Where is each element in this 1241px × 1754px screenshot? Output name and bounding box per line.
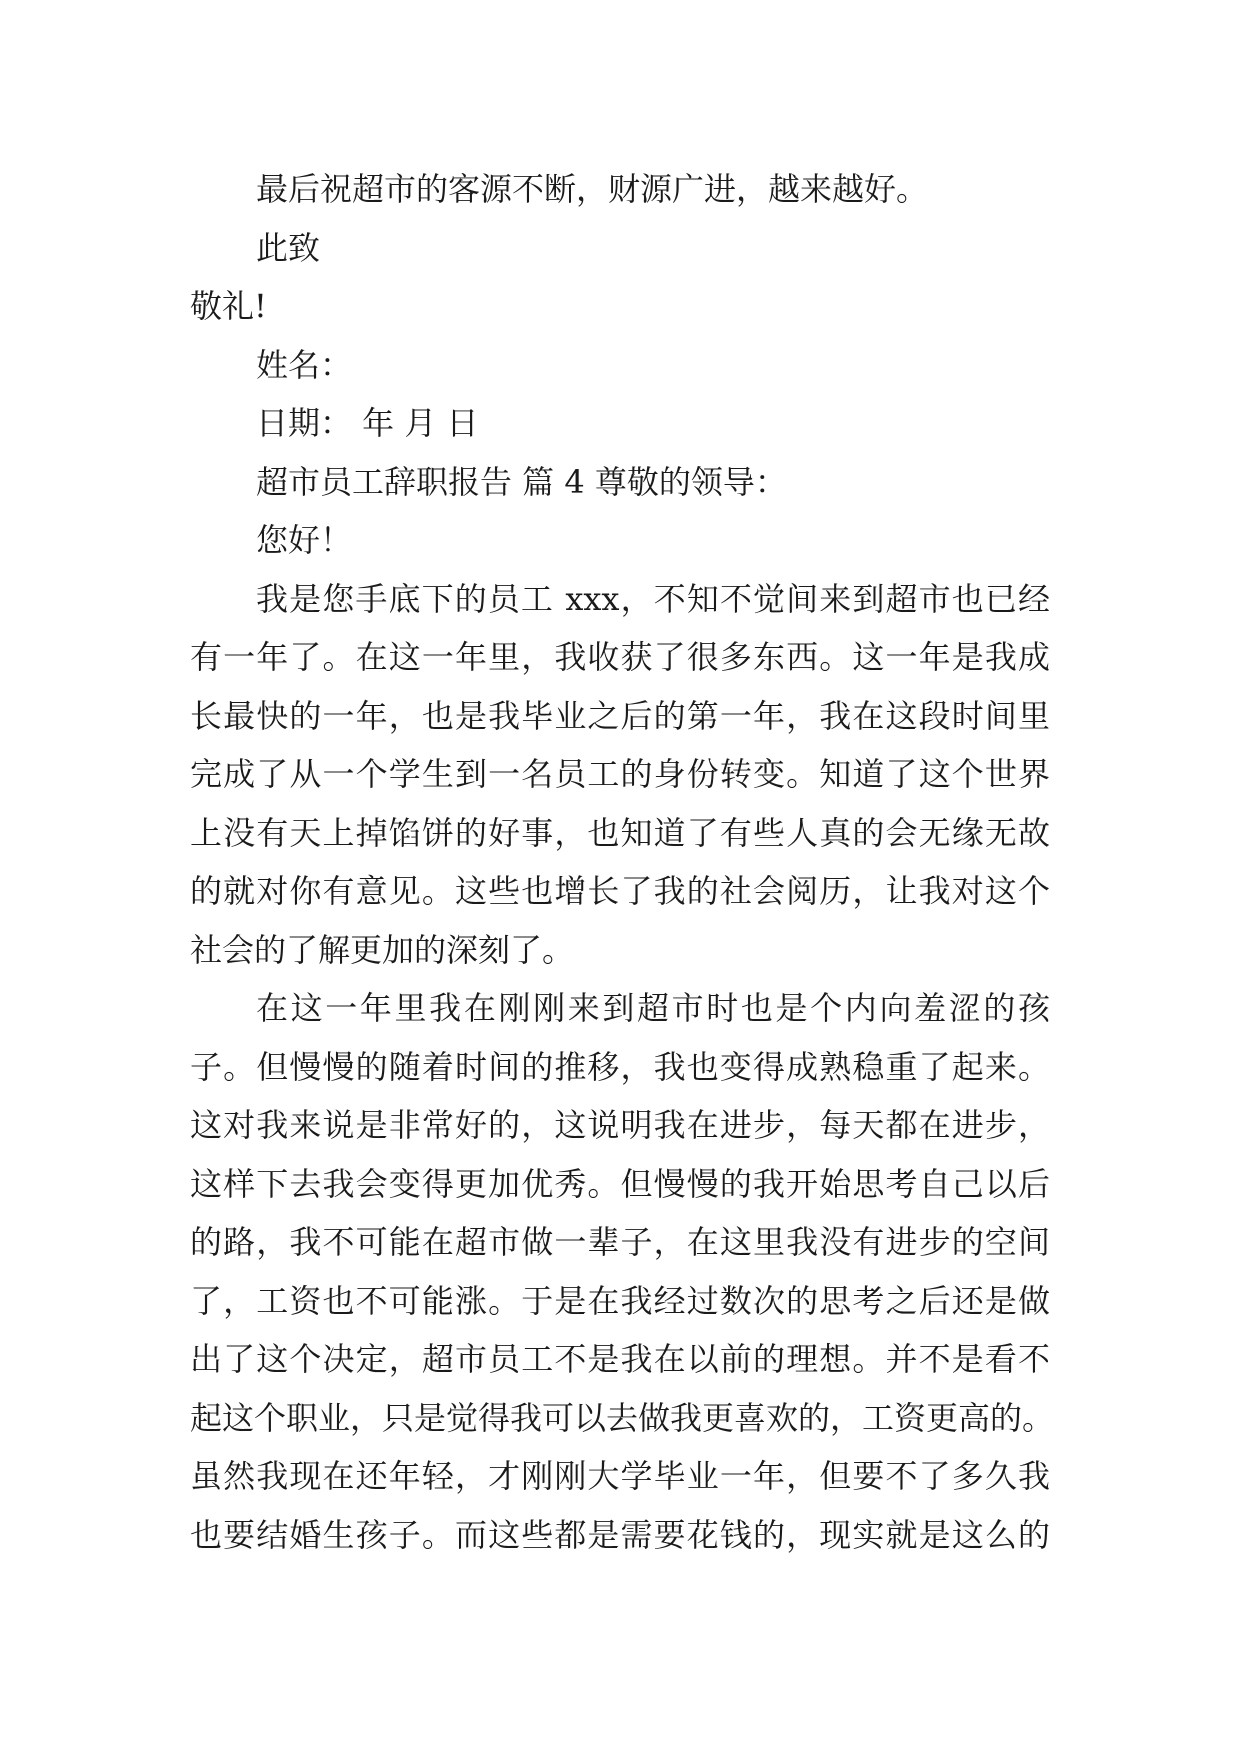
paragraph-line: 完成了从一个学生到一名员工的身份转变。知道了这个世界 (190, 755, 1050, 793)
paragraph-line: 也要结婚生孩子。而这些都是需要花钱的，现实就是这么的 (190, 1515, 1050, 1554)
letter-body (190, 160, 1055, 1564)
paragraph-line: 我是您手底下的员工 xxx，不知不觉间来到超市也已经 (256, 579, 1050, 618)
signature-date-line: 日期： 年 月 日 (256, 404, 479, 442)
paragraph-line: 社会的了解更加的深刻了。 (190, 930, 575, 969)
paragraph-line: 虽然我现在还年轻，才刚刚大学毕业一年，但要不了多久我 (190, 1457, 1050, 1495)
paragraph-line: 了，工资也不可能涨。于是在我经过数次的思考之后还是做 (190, 1281, 1050, 1320)
paragraph-line: 长最快的一年，也是我毕业之后的第一年，我在这段时间里 (190, 696, 1050, 735)
paragraph-line: 这对我来说是非常好的，这说明我在进步，每天都在进步， (190, 1106, 1050, 1144)
paragraph-line: 的就对你有意见。这些也增长了我的社会阅历，让我对这个 (190, 872, 1050, 910)
greeting-line: 您好！ (256, 521, 353, 559)
paragraph-line: 上没有天上掉馅饼的好事，也知道了有些人真的会无缘无故 (190, 813, 1050, 852)
section-heading-line: 超市员工辞职报告 篇 4 尊敬的领导： (256, 462, 787, 501)
paragraph-line: 子。但慢慢的随着时间的推移，我也变得成熟稳重了起来。 (190, 1047, 1050, 1086)
paragraph-line: 起这个职业，只是觉得我可以去做我更喜欢的，工资更高的。 (190, 1398, 1055, 1437)
paragraph-line: 出了这个决定，超市员工不是我在以前的理想。并不是看不 (190, 1340, 1050, 1378)
paragraph-line: 在这一年里我在刚刚来到超市时也是个内向羞涩的孩 (256, 989, 1050, 1027)
paragraph-line: 的路，我不可能在超市做一辈子，在这里我没有进步的空间 (190, 1223, 1050, 1261)
salutation-jingli: 敬礼! (190, 287, 267, 325)
signature-name-line: 姓名： (256, 345, 353, 384)
paragraph-line: 有一年了。在这一年里，我收获了很多东西。这一年是我成 (190, 638, 1050, 676)
salutation-cizhi: 此致 (256, 228, 321, 267)
paragraph-line: 这样下去我会变得更加优秀。但慢慢的我开始思考自己以后 (190, 1164, 1050, 1203)
closing-wish-line: 最后祝超市的客源不断，财源广进，越来越好。 (256, 170, 929, 208)
